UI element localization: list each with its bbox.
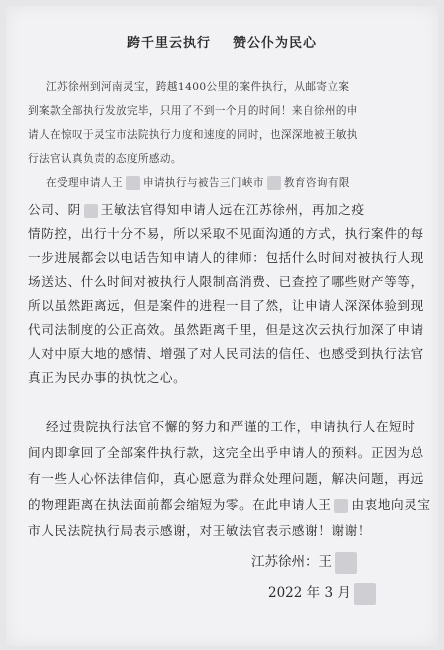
body-line: 经过贵院执行法官不懈的努力和严谨的工作，申请执行人在短时: [46, 419, 416, 434]
body-line: [28, 199, 365, 218]
text-segment: 江苏徐州：王: [251, 554, 332, 570]
redaction-mark: [84, 204, 98, 218]
body-line: [28, 494, 431, 513]
text-segment: 公司、阴: [28, 202, 81, 217]
text-segment: 王敏法官得知申请人远在江苏徐州，再加之疫: [100, 202, 365, 217]
body-line: 情防控，出行十分不易，所以采取不见面沟通的方式，执行案件的每: [28, 226, 424, 241]
redaction-mark: [354, 583, 376, 605]
letter-page: [6, 6, 438, 646]
signature-place: [251, 550, 360, 574]
body-line: 一步进展都会以电话告知申请人的律师：包括什么时间对被执行人现: [28, 250, 424, 265]
title-right: 赞公仆为民心: [233, 36, 318, 51]
text-segment: 申请执行与被告三门峡市: [142, 177, 264, 189]
text-segment: 由衷地向灵宝: [351, 497, 431, 512]
body-line: 场送达、什么时间对被执行人限制高消费、已查控了哪些财产等等，: [28, 274, 424, 289]
redaction-mark: [335, 552, 357, 574]
body-line: 有一些人心怀法律信仰，真心愿意为群众处理问题，解决问题，再远: [28, 471, 424, 486]
redaction-mark: [334, 499, 348, 513]
intro-line: 请人在惊叹于灵宝市法院执行力度和速度的同时，也深深地被王敏执: [28, 129, 358, 141]
text-segment: 在受理申请人王: [46, 177, 123, 189]
body-line: 所以虽然距离远，但是案件的进程一目了然，让申请人深深体验到现: [28, 298, 424, 313]
body-line: 市人民法院执行局表示感谢，对王敏法官表示感谢！谢谢！: [28, 523, 372, 538]
intro-line: 行法官认真负责的态度所感动。: [28, 153, 182, 165]
letter-title: [6, 32, 438, 51]
intro-line: 到案款全部执行发放完毕，只用了不到一个月的时间！来自徐州的申: [28, 105, 358, 117]
body-line: [46, 175, 350, 190]
body-line: 真正为民办事的执忱之心。: [28, 370, 187, 385]
text-segment: 2022 年 3 月: [268, 585, 351, 601]
redaction-mark: [267, 176, 281, 190]
redaction-mark: [126, 176, 140, 190]
body-line: 间内即拿回了全部案件执行款，这完全出乎申请人的预料。正因为总: [28, 445, 424, 460]
text-segment: 的物理距离在执法面前都会缩短为零。: [28, 497, 253, 512]
intro-line: 江苏徐州到河南灵宝，跨越1400公里的案件执行，从邮寄立案: [46, 81, 350, 93]
text-segment: 在此申请人王: [252, 497, 332, 512]
title-left: 跨千里云执行: [126, 36, 211, 51]
text-segment: 教育咨询有限: [283, 177, 350, 189]
body-line: 人对中原大地的感情、增强了对人民司法的信任、也感受到执行法官: [28, 346, 424, 361]
body-line: 代司法制度的公正高效。虽然距离千里，但是这次云执行加深了申请: [28, 322, 424, 337]
signature-date: [268, 581, 379, 605]
